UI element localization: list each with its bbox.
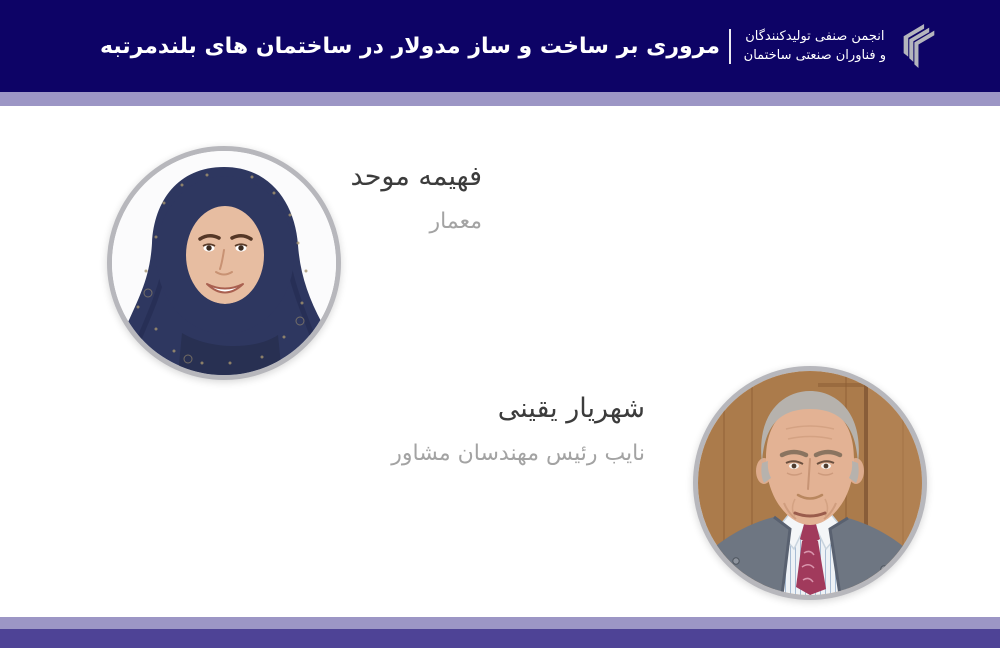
portrait-man-illustration — [698, 371, 922, 595]
speaker-1-name: فهیمه موحد — [350, 161, 482, 192]
speaker-2-role: نایب رئیس مهندسان مشاور — [391, 441, 645, 467]
header-bar — [0, 0, 1000, 92]
speaker-photo-fahimeh-movahed — [107, 146, 341, 380]
speaker-1-text — [351, 161, 482, 236]
speaker-2-name: شهریار یقینی — [497, 393, 645, 424]
accent-bar-top — [0, 92, 1000, 106]
brand — [744, 0, 940, 92]
accent-bar-bottom — [0, 617, 1000, 629]
speaker-photo-shahriar-yaghini — [693, 366, 927, 600]
portrait-woman-illustration — [112, 151, 336, 375]
org-name-line2: و فناوران صنعتی ساختمان — [743, 48, 886, 63]
speaker-2-text — [391, 393, 645, 468]
org-name-line1: انجمن صنفی تولیدکنندگان — [745, 29, 885, 44]
speaker-1-role: معمار — [429, 209, 482, 235]
webinar-title: مروری بر ساخت و ساز مدولار در ساختمان های بلندمرتبه — [100, 33, 720, 59]
header-divider — [729, 29, 731, 64]
footer-bar — [0, 629, 1000, 648]
org-name — [744, 27, 886, 65]
association-logo-icon — [900, 23, 940, 70]
